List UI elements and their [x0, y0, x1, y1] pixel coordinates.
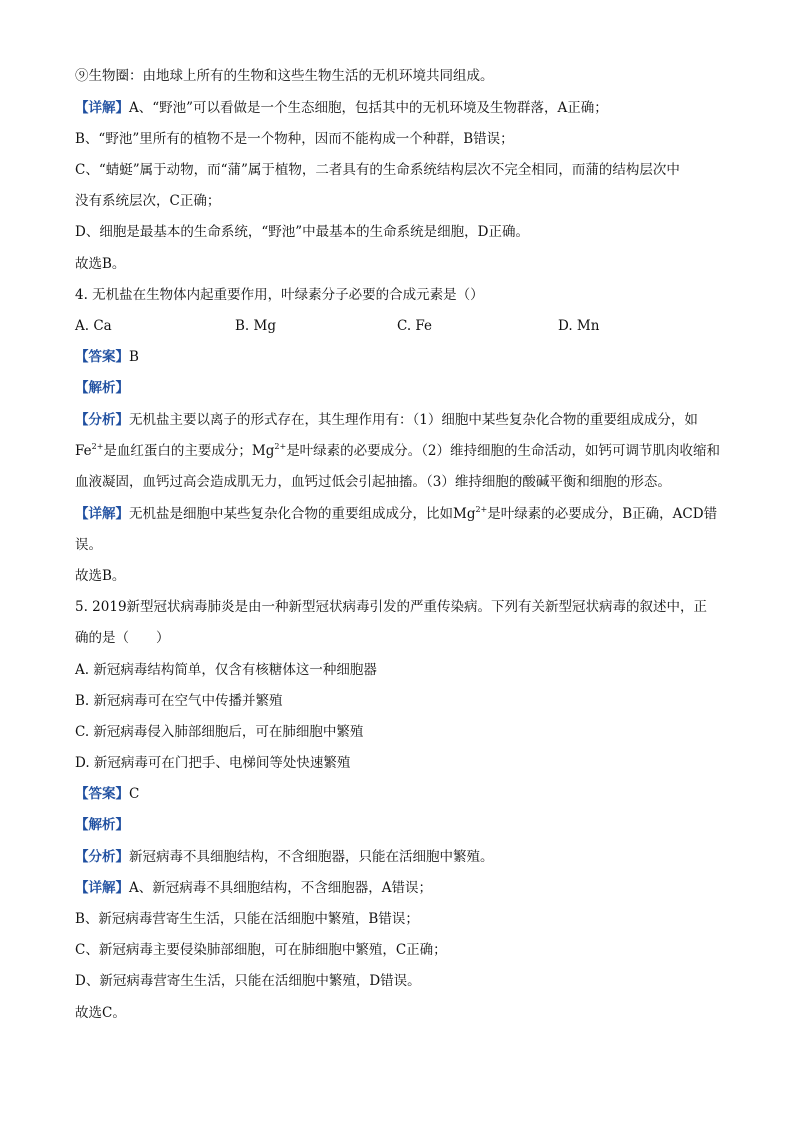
explanation-line: 【详解】A、“野池”可以看做是一个生态细胞，包括其中的无机环境及生物群落，A正确；: [75, 100, 608, 116]
question-5-stem: 确的是（ ）: [75, 630, 170, 646]
q4-fenxi-line: 血液凝固，血钙过高会造成肌无力，血钙过低会引起抽搐。（3）维持细胞的酸碱平衡和细胞的形态。: [75, 474, 671, 490]
text-line: B、“野池”里所有的植物不是一个物种，因而不能构成一个种群，B错误；: [75, 131, 514, 147]
q5-option-c: C. 新冠病毒侵入肺部细胞后，可在肺细胞中繁殖: [75, 724, 364, 740]
q5-option-a: A. 新冠病毒结构简单，仅含有核糖体这一种细胞器: [75, 662, 377, 678]
analysis-tag: 【解析】: [75, 380, 129, 396]
q5-detail-line: B、新冠病毒营寄生生活，只能在活细胞中繁殖，B错误；: [75, 911, 419, 927]
q4-detail-line: 【详解】无机盐是细胞中某些复杂化合物的重要组成成分，比如$Mg^{2+}$是叶绿素的必要成分，B正确，ACD错: [75, 505, 718, 522]
q5-option-b: B. 新冠病毒可在空气中传播并繁殖: [75, 693, 283, 709]
question-4-stem: 4. 无机盐在生物体内起重要作用，叶绿素分子必要的合成元素是（）: [75, 287, 484, 303]
q5-fenxi-line: 【分析】新冠病毒不具细胞结构，不含细胞器，只能在活细胞中繁殖。: [75, 849, 494, 865]
q5-detail-line: C、新冠病毒主要侵染肺部细胞，可在肺细胞中繁殖，C正确；: [75, 942, 447, 958]
q5-detail-line: D、新冠病毒营寄生生活，只能在活细胞中繁殖，D错误。: [75, 973, 421, 989]
answer-tag: 【答案】: [75, 786, 129, 802]
q4-option-b: B. Mg: [235, 318, 276, 334]
fenxi-tag: 【分析】: [75, 849, 129, 865]
conclusion-line: 故选B。: [75, 256, 126, 272]
detail-tag: 【详解】: [75, 100, 129, 116]
q4-analysis-heading: [75, 378, 129, 398]
q4-option-d: D. Mn: [558, 318, 600, 334]
text-line: 没有系统层次，C正确；: [75, 193, 221, 209]
q5-option-d: D. 新冠病毒可在门把手、电梯间等处快速繁殖: [75, 755, 351, 771]
fenxi-tag: 【分析】: [75, 412, 129, 428]
q4-option-a: A. Ca: [75, 318, 112, 334]
q5-conclusion: 故选C。: [75, 1005, 126, 1021]
q4-answer: 【答案】B: [75, 349, 139, 365]
question-5-stem: 5. 2019新型冠状病毒肺炎是由一种新型冠状病毒引发的严重传染病。下列有关新型冠状病毒的叙述中，正: [75, 599, 708, 615]
detail-tag: 【详解】: [75, 506, 129, 522]
q5-detail-line: 【详解】A、新冠病毒不具细胞结构，不含细胞器，A错误；: [75, 880, 432, 896]
q5-answer: 【答案】C: [75, 786, 140, 802]
q5-analysis-heading: [75, 815, 129, 835]
q4-option-c: C. Fe: [397, 318, 433, 334]
answer-tag: 【答案】: [75, 349, 129, 365]
text-line: C、“蜻蜓”属于动物，而“蒲”属于植物，二者具有的生命系统结构层次不完全相同，而蒲的结构层次中: [75, 162, 680, 178]
text-line: D、细胞是最基本的生命系统，“野池”中最基本的生命系统是细胞，D正确。: [75, 224, 529, 240]
text-line: ⑨生物圈：由地球上所有的生物和这些生物生活的无机环境共同组成。: [75, 68, 494, 84]
q4-conclusion: 故选B。: [75, 568, 126, 584]
q4-detail-line: 误。: [75, 537, 102, 553]
q4-fenxi-line: $Fe^{2+}$是血红蛋白的主要成分；$Mg^{2+}$是叶绿素的必要成分。（2）维持细胞的生命活动，如钙可调节肌肉收缩和: [75, 442, 721, 459]
analysis-tag: 【解析】: [75, 817, 129, 833]
detail-tag: 【详解】: [75, 880, 129, 896]
q4-fenxi-line: 【分析】无机盐主要以离子的形式存在，其生理作用有：（1）细胞中某些复杂化合物的重要组成成分，如: [75, 412, 698, 428]
